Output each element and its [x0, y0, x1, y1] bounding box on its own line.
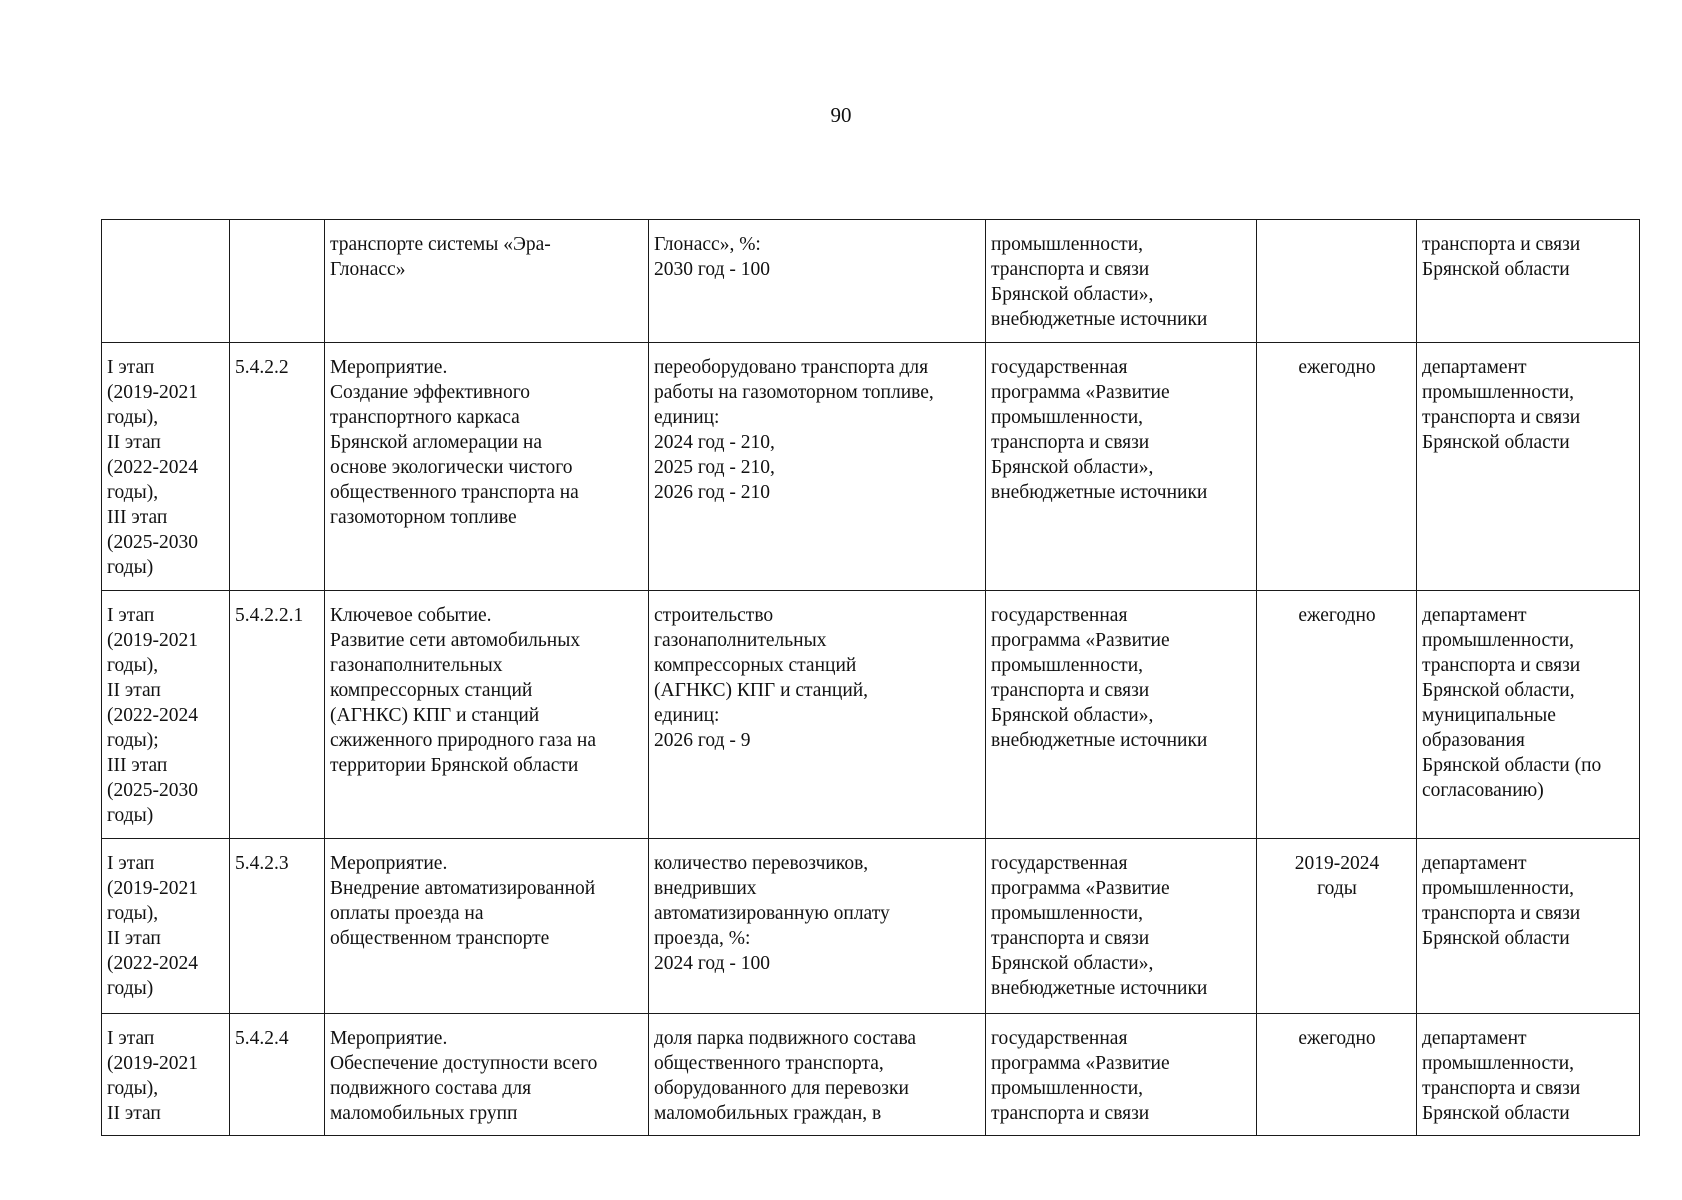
indicator-cell: Глонасс», %: 2030 год - 100: [649, 220, 986, 343]
table-row: [102, 591, 1640, 839]
event-cell: Мероприятие. Создание эффективного транспортного каркаса Брянской агломерации на основе экологически чистого общественного транспорта на газомоторном топливе: [325, 343, 649, 591]
stage-cell: I этап (2019-2021 годы), II этап (2022-2024 годы): [102, 839, 230, 1014]
term-cell: ежегодно: [1257, 591, 1417, 839]
program-activities-table: [101, 219, 1640, 1136]
table-row: [102, 1014, 1640, 1136]
event-cell: Мероприятие. Обеспечение доступности всего подвижного состава для маломобильных групп: [325, 1014, 649, 1136]
responsible-cell: департамент промышленности, транспорта и связи Брянской области: [1417, 839, 1640, 1014]
stage-cell: I этап (2019-2021 годы), II этап: [102, 1014, 230, 1136]
table-row: [102, 839, 1640, 1014]
indicator-cell: строительство газонаполнительных компрессорных станций (АГНКС) КПГ и станций, единиц: 2026 год - 9: [649, 591, 986, 839]
term-cell: ежегодно: [1257, 343, 1417, 591]
term-cell: ежегодно: [1257, 1014, 1417, 1136]
indicator-cell: количество перевозчиков, внедривших автоматизированную оплату проезда, %: 2024 год - 100: [649, 839, 986, 1014]
term-cell: [1257, 220, 1417, 343]
item-number-cell: [230, 220, 325, 343]
event-cell: транспорте системы «Эра- Глонасс»: [325, 220, 649, 343]
responsible-cell: транспорта и связи Брянской области: [1417, 220, 1640, 343]
funding-source-cell: промышленности, транспорта и связи Брянской области», внебюджетные источники: [986, 220, 1257, 343]
funding-source-cell: государственная программа «Развитие промышленности, транспорта и связи: [986, 1014, 1257, 1136]
stage-cell: [102, 220, 230, 343]
indicator-cell: переоборудовано транспорта для работы на газомоторном топливе, единиц: 2024 год - 210, 2025 год - 210, 2026 год - 210: [649, 343, 986, 591]
stage-cell: I этап (2019-2021 годы), II этап (2022-2024 годы), III этап (2025-2030 годы): [102, 343, 230, 591]
item-number-cell: 5.4.2.2: [230, 343, 325, 591]
indicator-cell: доля парка подвижного состава общественного транспорта, оборудованного для перевозки маломобильных граждан, в: [649, 1014, 986, 1136]
page-number: 90: [830, 103, 852, 127]
item-number-cell: 5.4.2.2.1: [230, 591, 325, 839]
table-row: [102, 343, 1640, 591]
funding-source-cell: государственная программа «Развитие промышленности, транспорта и связи Брянской области», внебюджетные источники: [986, 591, 1257, 839]
responsible-cell: департамент промышленности, транспорта и связи Брянской области: [1417, 343, 1640, 591]
responsible-cell: департамент промышленности, транспорта и связи Брянской области, муниципальные образования Брянской области (по согласованию): [1417, 591, 1640, 839]
item-number-cell: 5.4.2.3: [230, 839, 325, 1014]
event-cell: Ключевое событие. Развитие сети автомобильных газонаполнительных компрессорных станций (АГНКС) КПГ и станций сжиженного природного газа на территории Брянской области: [325, 591, 649, 839]
funding-source-cell: государственная программа «Развитие промышленности, транспорта и связи Брянской области», внебюджетные источники: [986, 839, 1257, 1014]
event-cell: Мероприятие. Внедрение автоматизированной оплаты проезда на общественном транспорте: [325, 839, 649, 1014]
term-cell: 2019-2024 годы: [1257, 839, 1417, 1014]
item-number-cell: 5.4.2.4: [230, 1014, 325, 1136]
responsible-cell: департамент промышленности, транспорта и связи Брянской области: [1417, 1014, 1640, 1136]
funding-source-cell: государственная программа «Развитие промышленности, транспорта и связи Брянской области», внебюджетные источники: [986, 343, 1257, 591]
stage-cell: I этап (2019-2021 годы), II этап (2022-2024 годы); III этап (2025-2030 годы): [102, 591, 230, 839]
table-row: [102, 220, 1640, 343]
